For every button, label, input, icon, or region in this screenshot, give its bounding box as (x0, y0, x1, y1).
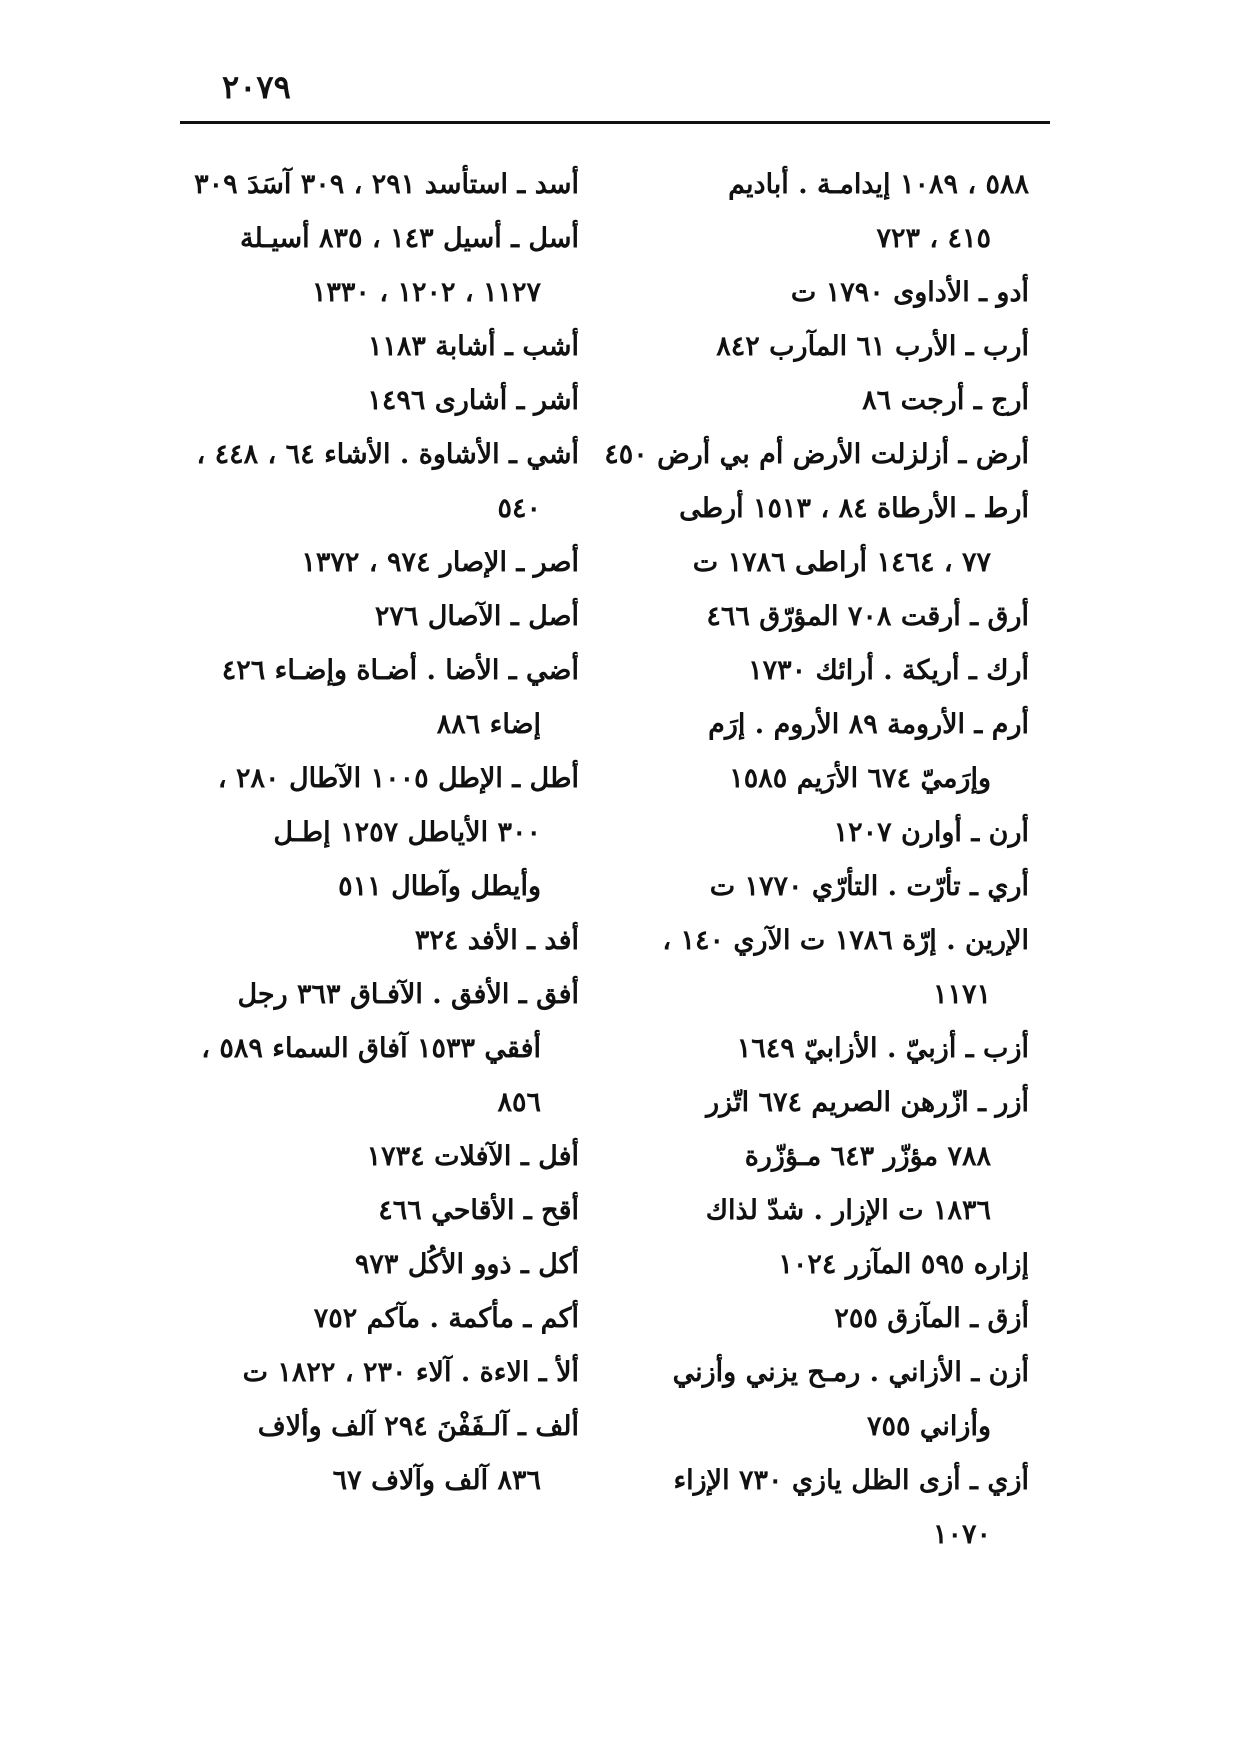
index-entry-line: أشي ـ الأشاوة . الأشاء ٦٤ ، ٤٤٨ ، (196, 439, 579, 470)
index-entry-line: ٤١٥ ، ٧٢٣ (876, 223, 991, 254)
index-entry-line: أرم ـ الأرومة ٨٩ الأروم . إرَم (708, 709, 1029, 740)
index-entry-line: أسد ـ استأسد ٢٩١ ، ٣٠٩ آسَدَ ٣٠٩ (194, 169, 579, 200)
index-entry-line: إزاره ٥٩٥ المآزر ١٠٢٤ (778, 1249, 1029, 1280)
index-entry-line: أرب ـ الأرب ٦١ المآرب ٨٤٢ (716, 331, 1029, 362)
index-entry-line: ألف ـ آلـفَفْنَ ٢٩٤ آلف وألاف (257, 1411, 579, 1442)
index-entry-line: أزب ـ أزبيّ . الأزابيّ ١٦٤٩ (736, 1033, 1029, 1064)
index-entry-line: ١١٧١ (932, 979, 991, 1010)
index-entry-line: أفل ـ الآفلات ١٧٣٤ (366, 1141, 579, 1172)
index-entry-line: أزن ـ الأزاني . رمـح يزني وأزني (672, 1357, 1029, 1388)
index-entry-line: أطل ـ الإطل ١٠٠٥ الآطال ٢٨٠ ، (217, 763, 579, 794)
index-entry-line: أرض ـ أزلزلت الأرض أم بي أرض ٤٥٠ (604, 439, 1029, 470)
index-column-left (139, 158, 579, 1508)
index-entry-line: أشر ـ أشارى ١٤٩٦ (367, 385, 579, 416)
index-entry-line: أرن ـ أوارن ١٢٠٧ (833, 817, 1029, 848)
index-entry-line: ١١٢٧ ، ١٢٠٢ ، ١٣٣٠ (311, 277, 541, 308)
index-entry-line: ٧٧ ، ١٤٦٤ أراطى ١٧٨٦ ت (692, 547, 991, 578)
index-column-right (604, 158, 1029, 1562)
index-entry-line: أصل ـ الآصال ٢٧٦ (374, 601, 579, 632)
index-entry-line: وأيطل وآطال ٥١١ (338, 871, 541, 902)
index-entry-line: أرك ـ أريكة . أرائك ١٧٣٠ (748, 655, 1029, 686)
index-entry-line: وأزاني ٧٥٥ (866, 1411, 991, 1442)
index-entry-line: ١٨٣٦ ت الإزار . شدّ لذاك (705, 1195, 991, 1226)
index-entry-line: ١٠٧٠ (932, 1519, 991, 1550)
index-entry-line: ٧٨٨ مؤزّر ٦٤٣ مـؤزّرة (744, 1141, 991, 1172)
index-entry-line: ٥٨٨ ، ١٠٨٩ إيدامـة . أباديم (728, 169, 1029, 200)
index-entry-line: إضاء ٨٨٦ (436, 709, 541, 740)
page-number: ٢٠٧٩ (222, 68, 291, 106)
index-entry-line: أري ـ تأرّت . التأرّي ١٧٧٠ ت (709, 871, 1029, 902)
index-entry-line: ألأ ـ الاءة . آلاء ٢٣٠ ، ١٨٢٢ ت (242, 1357, 579, 1388)
index-entry-line: أفد ـ الأفد ٣٢٤ (414, 925, 579, 956)
index-entry-line: أشب ـ أشابة ١١٨٣ (367, 331, 579, 362)
index-entry-line: الإرين . إرّة ١٧٨٦ ت الآري ١٤٠ ، (662, 925, 1029, 956)
index-entry-line: أزي ـ أزى الظل يازي ٧٣٠ الإزاء (673, 1465, 1029, 1496)
index-entry-line: أدو ـ الأداوى ١٧٩٠ ت (790, 277, 1029, 308)
index-entry-line: ٨٣٦ آلف وآلاف ٦٧ (332, 1465, 541, 1496)
index-entry-line: أزق ـ المآزق ٢٥٥ (834, 1303, 1029, 1334)
index-entry-line: أرط ـ الأرطاة ٨٤ ، ١٥١٣ أرطى (679, 493, 1029, 524)
index-entry-line: أزر ـ ازّرهن الصريم ٦٧٤ اتّزر (706, 1087, 1029, 1118)
index-entry-line: أصر ـ الإصار ٩٧٤ ، ١٣٧٢ (301, 547, 579, 578)
index-entry-line: أفقي ١٥٣٣ آفاق السماء ٥٨٩ ، (201, 1033, 541, 1064)
index-entry-line: ٨٥٦ (497, 1087, 541, 1118)
index-entry-line: ٥٤٠ (497, 493, 541, 524)
index-entry-line: أرج ـ أرجت ٨٦ (862, 385, 1029, 416)
index-entry-line: ٣٠٠ الأياطل ١٢٥٧ إطـل (273, 817, 541, 848)
index-entry-line: أقح ـ الأقاحي ٤٦٦ (378, 1195, 579, 1226)
header-rule (180, 121, 1050, 124)
index-entry-line: أضي ـ الأضا . أضـاة وإضـاء ٤٢٦ (221, 655, 579, 686)
index-entry-line: أفق ـ الأفق . الآفـاق ٣٦٣ رجل (237, 979, 579, 1010)
index-entry-line: وإرَميّ ٦٧٤ الأرَيم ١٥٨٥ (729, 763, 991, 794)
index-entry-line: أرق ـ أرقت ٧٠٨ المؤرّق ٤٦٦ (706, 601, 1029, 632)
index-entry-line: أكم ـ مأكمة . مآكم ٧٥٢ (313, 1303, 579, 1334)
index-entry-line: أكل ـ ذوو الأكُل ٩٧٣ (354, 1249, 579, 1280)
index-entry-line: أسل ـ أسيل ١٤٣ ، ٨٣٥ أسيـلة (240, 223, 579, 254)
